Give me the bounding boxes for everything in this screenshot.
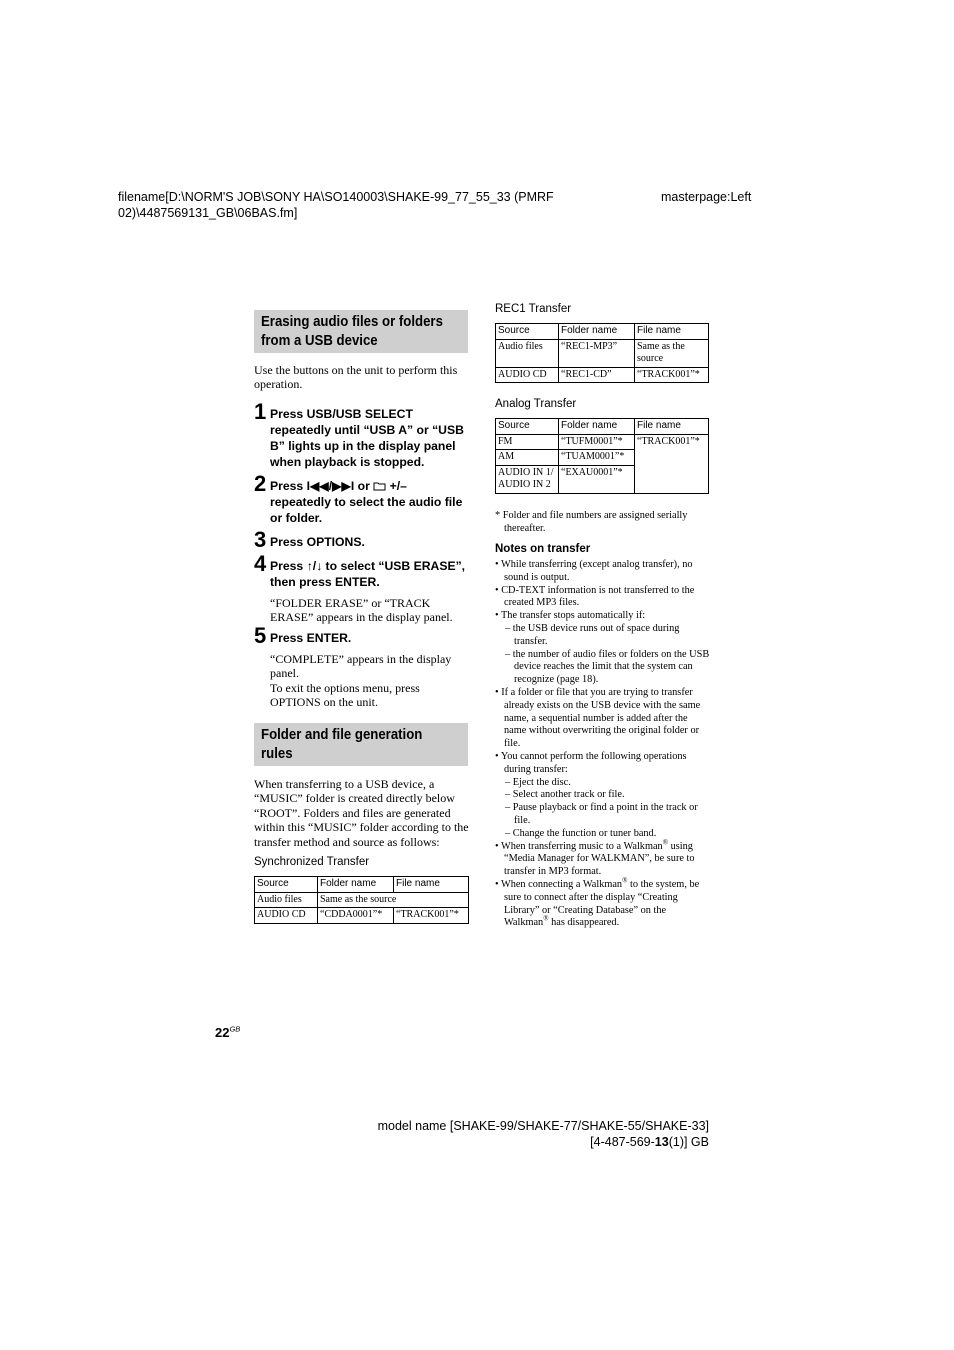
heading-line1: Folder and file generation xyxy=(261,726,423,743)
step-5-sub1: “COMPLETE” appears in the display panel. xyxy=(270,652,452,681)
step-number-2: 2 xyxy=(254,471,267,496)
filename-header xyxy=(118,189,554,221)
folder-icon xyxy=(373,479,386,493)
step-2-mid: or xyxy=(354,479,374,493)
list-item xyxy=(495,838,710,879)
registered-mark: ® xyxy=(662,838,669,847)
rec1-transfer-title: REC1 Transfer xyxy=(495,303,572,315)
part-code-pre: [4-487-569- xyxy=(590,1135,655,1149)
next-icon: ▶▶I xyxy=(332,479,355,493)
note-text: When transferring music to a Walkman xyxy=(501,840,663,852)
masterpage-label: masterpage:Left xyxy=(661,190,752,204)
note-text: using “Media Manager for WALKMAN”, be sure to transfer in MP3 format. xyxy=(504,840,695,878)
list-subitem xyxy=(495,649,710,687)
step-number-5: 5 xyxy=(254,623,267,648)
table-header-cell: Source xyxy=(255,877,318,893)
dash-icon: – xyxy=(505,648,511,660)
footnote: * Folder and file numbers are assigned serially thereafter. xyxy=(495,510,688,534)
bullet-icon: • xyxy=(495,840,499,852)
sync-transfer-table xyxy=(254,876,469,924)
heading-line1: Erasing audio files or folders xyxy=(261,313,443,330)
list-item xyxy=(495,751,710,777)
sync-transfer-title: Synchronized Transfer xyxy=(254,856,370,868)
step-3-text: Press OPTIONS. xyxy=(270,535,365,549)
dash-icon: – xyxy=(505,776,511,788)
note-text: When connecting a Walkman xyxy=(501,878,623,890)
table-row xyxy=(496,419,709,435)
table-cell: Same as the source xyxy=(635,339,709,367)
table-row xyxy=(255,892,469,908)
step-5-sub2: To exit the options menu, press OPTIONS on the unit. xyxy=(270,680,420,710)
bullet-icon: • xyxy=(495,750,499,762)
table-cell: Same as the source xyxy=(318,892,469,908)
table-cell: AM xyxy=(496,450,559,466)
table-cell: “TRACK001”* xyxy=(635,367,709,383)
bullet-icon: • xyxy=(495,559,499,570)
note-text: Eject the disc. xyxy=(512,776,571,788)
rec1-transfer-table xyxy=(495,323,709,383)
table-cell: “TRACK001”* xyxy=(635,434,709,493)
step-4-pre: Press xyxy=(270,559,307,573)
table-row xyxy=(496,339,709,367)
table-row xyxy=(255,908,469,924)
step-2-post: +/– repeatedly to select the audio file or folder. xyxy=(270,479,463,525)
list-item xyxy=(495,687,710,751)
page-number-suffix: GB xyxy=(229,1024,241,1034)
table-cell: “TUFM0001”* xyxy=(559,434,635,450)
table-row xyxy=(496,434,709,450)
step-4-post: to select “USB ERASE”, then press ENTER. xyxy=(270,559,466,589)
filename-line1: filename[D:\NORM'S JOB\SONY HA\SO140003\SHAKE-99_77_55_33 (PMRF xyxy=(118,190,554,204)
note-text: If a folder or file that you are trying to transfer already exists on the USB device with the same name, a sequential number is added after the name without overwriting the original folder or file. xyxy=(501,686,701,750)
erase-intro: Use the buttons on the unit to perform this operation. xyxy=(254,363,458,392)
list-subitem xyxy=(495,828,710,841)
bullet-icon: • xyxy=(495,878,499,890)
table-header-cell: Folder name xyxy=(318,877,394,893)
list-subitem xyxy=(495,623,710,649)
page-number-value: 22 xyxy=(215,1025,230,1040)
notes-list xyxy=(495,559,710,930)
table-cell: AUDIO CD xyxy=(255,908,318,924)
part-code xyxy=(369,1134,709,1150)
model-name: model name [SHAKE-99/SHAKE-77/SHAKE-55/SHAKE-33] xyxy=(377,1119,709,1133)
table-cell: “TRACK001”* xyxy=(394,908,469,924)
note-text: You cannot perform the following operations during transfer: xyxy=(500,750,687,775)
note-text: CD-TEXT information is not transferred to the created MP3 files. xyxy=(501,584,695,609)
table-row xyxy=(496,367,709,383)
list-subitem xyxy=(495,777,710,790)
list-subitem xyxy=(495,802,710,828)
section-heading-folder-rules xyxy=(254,723,468,766)
table-cell: Audio files xyxy=(255,892,318,908)
note-text: The transfer stops automatically if: xyxy=(501,610,646,622)
registered-mark: ® xyxy=(543,914,549,923)
filename-line2: 02)\4487569131_GB\06BAS.fm] xyxy=(118,206,298,220)
folder-rules-intro: When transferring to a USB device, a “MUSIC” folder is created directly below “ROOT”. Folders and files are generated within this “MUSIC” folder according to the transfer method and source as follows: xyxy=(254,777,469,849)
note-text: Select another track or file. xyxy=(512,789,625,801)
step-2-pre: Press xyxy=(270,479,307,493)
prev-icon: I◀◀ xyxy=(306,479,329,493)
table-cell: “CDDA0001”* xyxy=(318,908,394,924)
step-4-text xyxy=(270,558,470,590)
note-text: the number of audio files or folders on the USB device reaches the limit that the system can recognize (page 18). xyxy=(512,648,710,686)
list-item xyxy=(495,610,710,623)
note-text: has disappeared. xyxy=(548,917,620,929)
table-cell: “REC1-CD” xyxy=(559,367,635,383)
bullet-icon: • xyxy=(495,610,499,622)
table-cell: AUDIO IN 1/ AUDIO IN 2 xyxy=(496,465,559,493)
step-4-subtext: “FOLDER ERASE” or “TRACK ERASE” appears in the display panel. xyxy=(270,596,453,625)
note-text: the USB device runs out of space during transfer. xyxy=(512,622,680,647)
note-text: While transferring (except analog transfer), no sound is output. xyxy=(501,559,693,583)
analog-transfer-title: Analog Transfer xyxy=(495,398,577,410)
table-cell: “EXAU0001”* xyxy=(559,465,635,493)
heading-line2: rules xyxy=(261,745,293,762)
note-text: Change the function or tuner band. xyxy=(512,827,657,839)
dash-icon: – xyxy=(505,622,511,634)
table-header-cell: Folder name xyxy=(559,419,635,435)
step-number-4: 4 xyxy=(254,551,267,576)
table-cell: “REC1-MP3” xyxy=(559,339,635,367)
section-heading-erasing xyxy=(254,310,468,353)
table-row xyxy=(496,324,709,340)
table-cell: “TUAM0001”* xyxy=(559,450,635,466)
registered-mark: ® xyxy=(622,876,628,885)
note-text: to the system, be sure to connect after the display “Creating Library” or “Creating Database” on the Walkman xyxy=(504,878,700,929)
list-item xyxy=(495,876,710,930)
table-header-cell: Folder name xyxy=(559,324,635,340)
step-1-text: Press USB/USB SELECT repeatedly until “USB A” or “USB B” lights up in the display panel when playback is stopped. xyxy=(270,407,464,469)
up-down-arrow-icon: ↑/↓ xyxy=(306,559,323,573)
list-item xyxy=(495,559,710,585)
table-header-cell: Source xyxy=(496,324,559,340)
step-5-text: Press ENTER. xyxy=(270,631,352,645)
heading-line2: from a USB device xyxy=(261,332,378,349)
step-number-1: 1 xyxy=(254,399,267,424)
part-code-bold: 13 xyxy=(654,1135,669,1149)
step-number-3: 3 xyxy=(254,527,267,552)
page-number xyxy=(215,1025,240,1040)
part-code-post: (1)] GB xyxy=(668,1135,709,1149)
step-5-subtext xyxy=(270,652,470,710)
notes-title: Notes on transfer xyxy=(495,543,591,555)
step-2-text: Press I◀◀/▶▶I or +/– repeatedly to select the audio file or folder. xyxy=(270,479,463,525)
analog-transfer-table xyxy=(495,418,709,494)
table-row xyxy=(255,877,469,893)
table-header-cell: File name xyxy=(635,324,709,340)
list-subitem xyxy=(495,789,710,802)
note-text: Pause playback or find a point in the track or file. xyxy=(512,802,698,826)
table-header-cell: Source xyxy=(496,419,559,435)
list-item xyxy=(495,585,710,611)
dash-icon: – xyxy=(505,802,511,814)
dash-icon: – xyxy=(505,789,511,801)
bullet-icon: • xyxy=(495,584,499,596)
bullet-icon: • xyxy=(495,686,499,698)
table-cell: AUDIO CD xyxy=(496,367,559,383)
table-header-cell: File name xyxy=(635,419,709,435)
table-cell: FM xyxy=(496,434,559,450)
dash-icon: – xyxy=(505,827,511,839)
table-header-cell: File name xyxy=(394,877,469,893)
table-cell: Audio files xyxy=(496,339,559,367)
model-footer xyxy=(369,1118,709,1150)
